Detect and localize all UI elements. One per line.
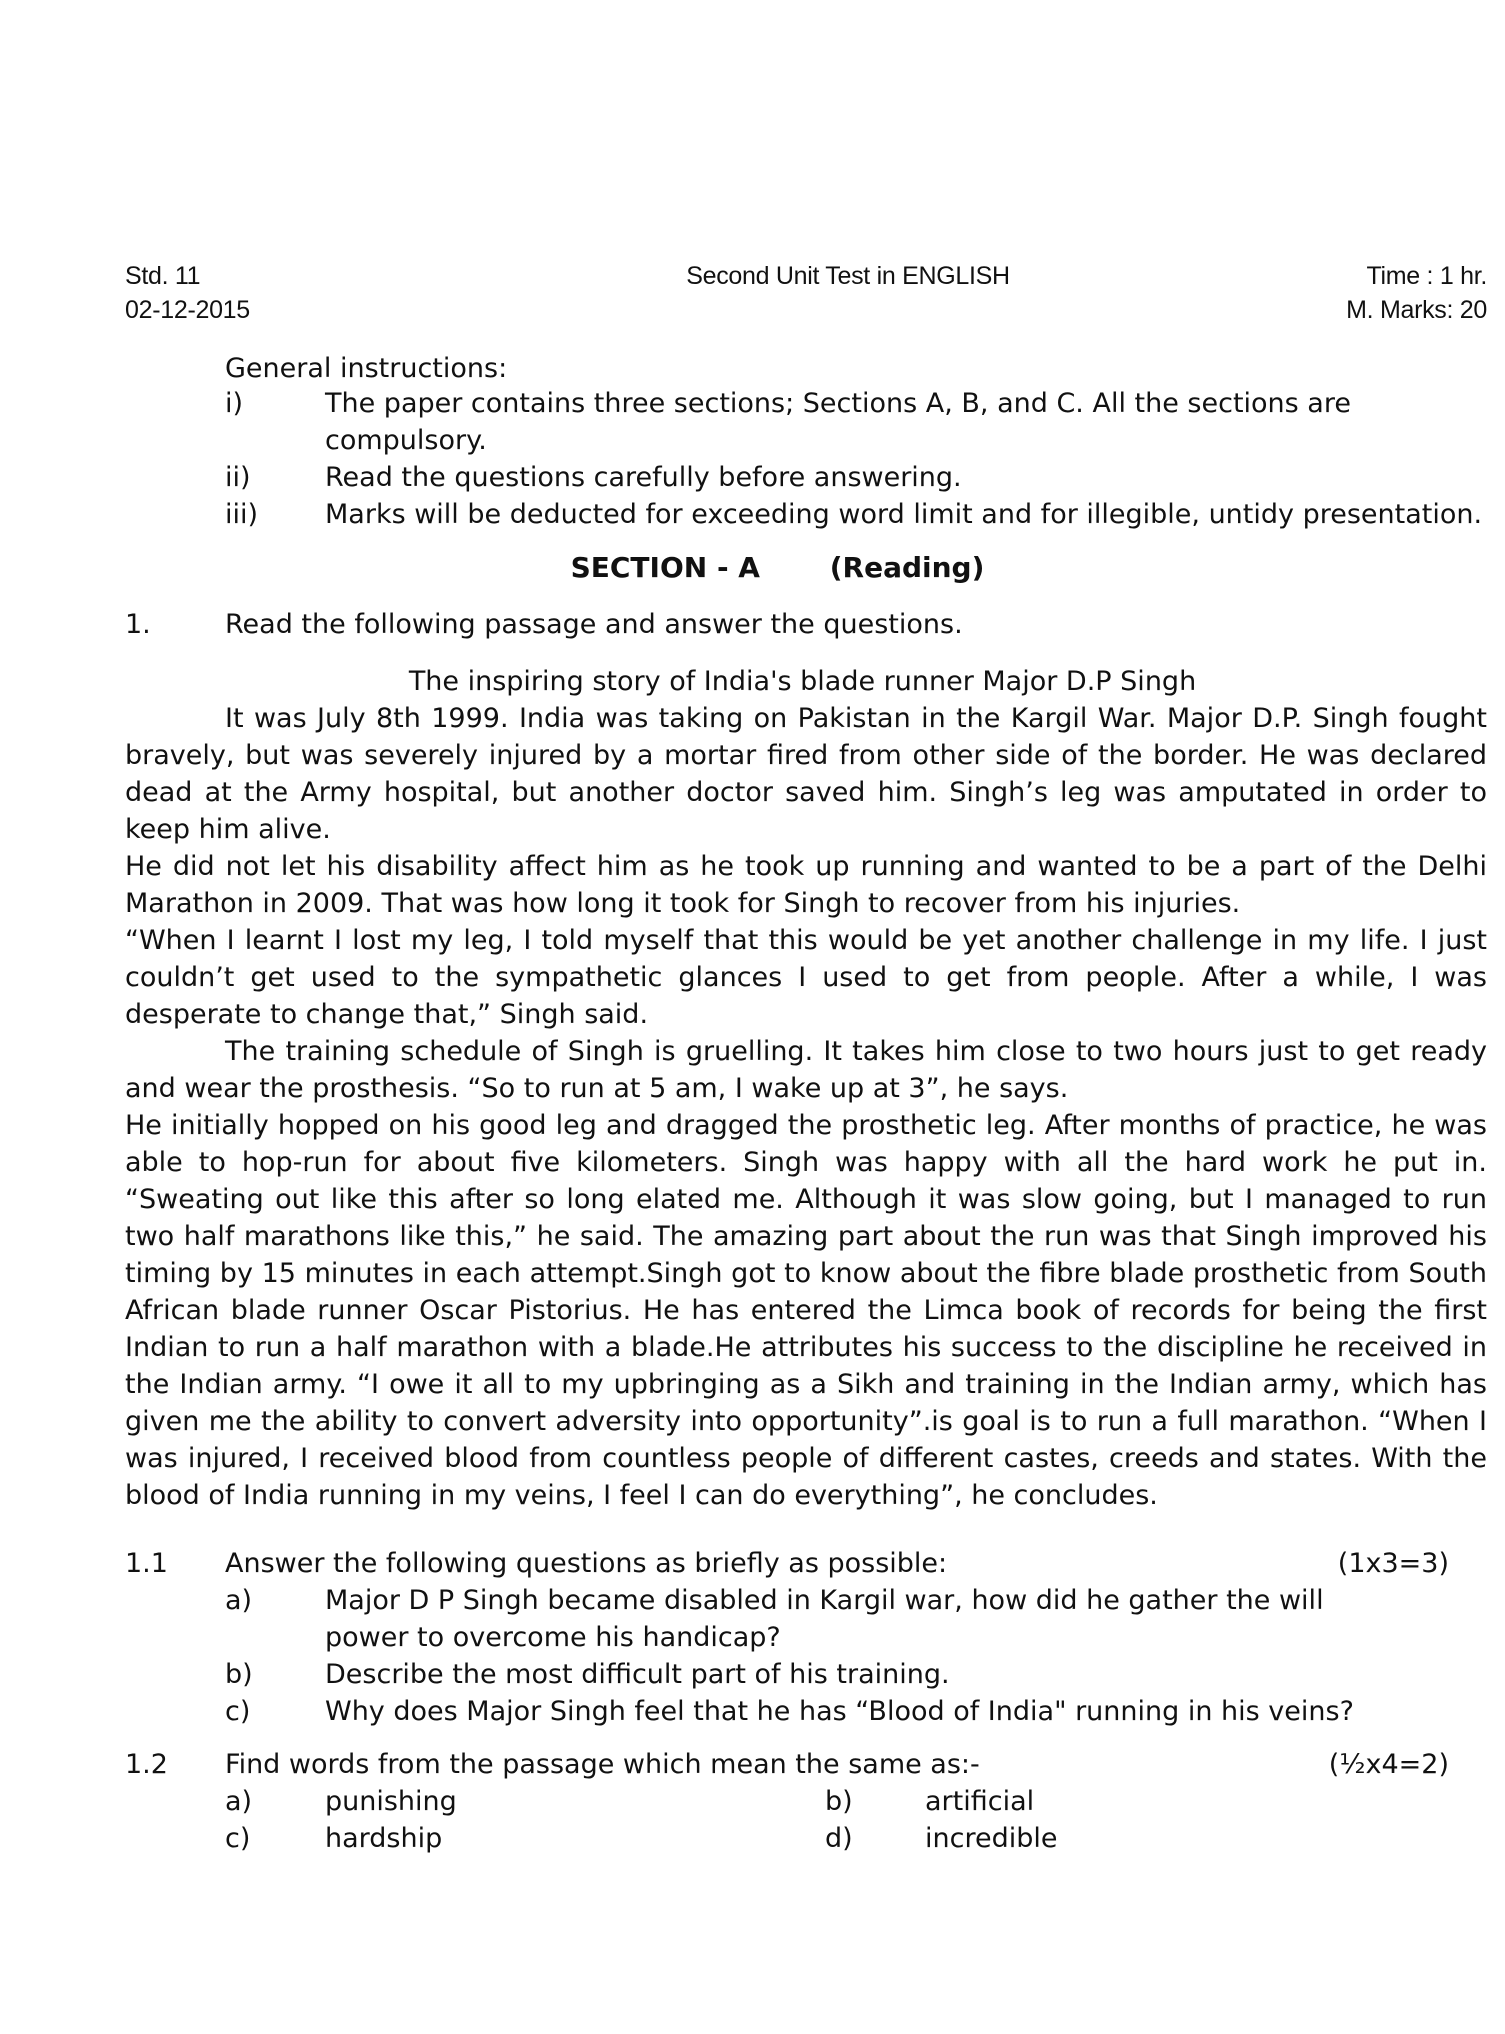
word-label: a) <box>225 1786 253 1817</box>
passage-paragraph: The training schedule of Singh is gruelling. It takes him close to two hours just to get ready and wear the prosthesis. “So to run at 5 am, I wake up at 3”, he says. <box>125 1036 1487 1104</box>
date-label: 02-12-2015 <box>125 296 250 324</box>
instruction-text: Read the questions carefully before answering. <box>325 462 962 493</box>
instruction-number: i) <box>225 388 244 419</box>
question-text: Read the following passage and answer the questions. <box>225 609 963 640</box>
word-item: incredible <box>925 1823 1058 1854</box>
marks-allocation: (½x4=2) <box>1328 1749 1449 1780</box>
word-item: hardship <box>325 1823 443 1854</box>
question-number: 1. <box>125 609 151 640</box>
instruction-number: iii) <box>225 499 259 530</box>
sub-question-text: Major D P Singh became disabled in Kargil war, how did he gather the will power to overcome his handicap? <box>325 1585 1324 1653</box>
question-text: Find words from the passage which mean the same as:- <box>225 1749 980 1780</box>
word-label: c) <box>225 1823 251 1854</box>
sub-question-text: Why does Major Singh feel that he has “Blood of India" running in his veins? <box>325 1696 1354 1727</box>
word-item: punishing <box>325 1786 457 1817</box>
question-number: 1.2 <box>125 1749 168 1780</box>
passage-paragraph: “When I learnt I lost my leg, I told myself that this would be yet another challenge in my life. I just couldn’t get used to the sympathetic glances I used to get from people. After a while, I was desperate to change that,” Singh said. <box>125 925 1487 1030</box>
max-marks-label: M. Marks: 20 <box>1346 296 1487 324</box>
passage-paragraph: It was July 8th 1999. India was taking on Pakistan in the Kargil War. Major D.P. Singh fought bravely, but was severely injured by a mortar fired from other side of the border. He was declared dead at the Army hospital, but another doctor saved him. Singh’s leg was amputated in order to keep him alive. <box>125 703 1487 845</box>
time-label: Time : 1 hr. <box>1366 262 1487 290</box>
marks-allocation: (1x3=3) <box>1337 1548 1449 1579</box>
standard-label: Std. 11 <box>125 262 201 290</box>
sub-question-label: a) <box>225 1585 253 1616</box>
sub-question-label: b) <box>225 1659 253 1690</box>
section-heading <box>0 551 1505 584</box>
passage <box>125 700 1487 1514</box>
word-label: b) <box>825 1786 853 1817</box>
sub-question-label: c) <box>225 1696 251 1727</box>
test-title: Second Unit Test in ENGLISH <box>686 262 1010 290</box>
question-text: Answer the following questions as briefly as possible: <box>225 1548 948 1579</box>
passage-paragraph: He initially hopped on his good leg and dragged the prosthetic leg. After months of practice, he was able to hop-run for about five kilometers. Singh was happy with all the hard work he put in. “Sweating out like this after so long elated me. Although it was slow going, but I managed to run two half marathons like this,” he said. The amazing part about the run was that Singh improved his timing by 15 minutes in each attempt.Singh got to know about the fibre blade prosthetic from South African blade runner Oscar Pistorius. He has entered the Limca book of records for being the first Indian to run a half marathon with a blade.He attributes his success to the discipline he received in the Indian army. “I owe it all to my upbringing as a Sikh and training in the Indian army, which has given me the ability to convert adversity into opportunity”.is goal is to run a full marathon. “When I was injured, I received blood from countless people of different castes, creeds and states. With the blood of India running in my veins, I feel I can do everything”, he concludes. <box>125 1110 1487 1511</box>
instruction-number: ii) <box>225 462 251 493</box>
passage-title: The inspiring story of India's blade runner Major D.P Singh <box>408 666 1197 697</box>
sub-question-text: Describe the most difficult part of his training. <box>325 1659 950 1690</box>
passage-paragraph: He did not let his disability affect him as he took up running and wanted to be a part of the Delhi Marathon in 2009. That was how long it took for Singh to recover from his injuries. <box>125 851 1487 919</box>
word-item: artificial <box>925 1786 1035 1817</box>
header-row-2 <box>125 296 1487 325</box>
section-name: SECTION - A <box>570 551 760 584</box>
section-subtitle: (Reading) <box>829 551 985 584</box>
word-label: d) <box>825 1823 853 1854</box>
instruction-text: Marks will be deducted for exceeding word limit and for illegible, untidy presentation. <box>325 499 1483 530</box>
header-row-1 <box>125 262 1487 291</box>
question-number: 1.1 <box>125 1548 168 1579</box>
instructions-title: General instructions: <box>225 353 508 384</box>
instruction-text: The paper contains three sections; Sections A, B, and C. All the sections are compulsory. <box>325 388 1351 456</box>
